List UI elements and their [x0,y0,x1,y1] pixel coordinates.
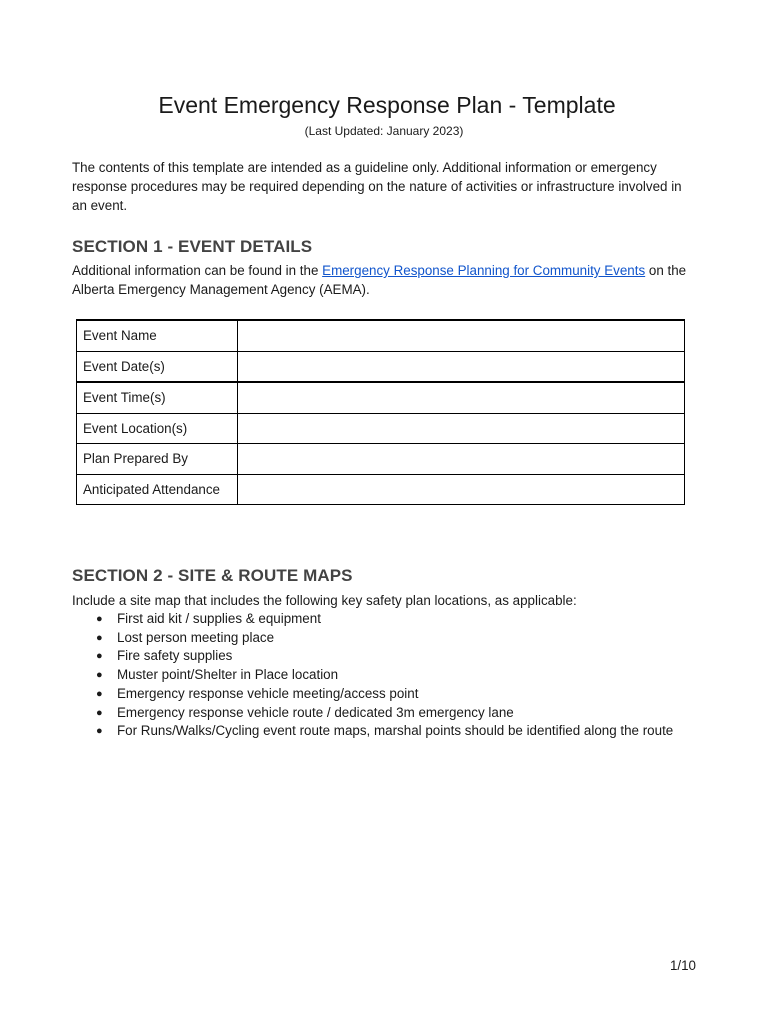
list-item [72,666,673,685]
bullet-icon: ● [96,725,103,738]
page-title: Event Emergency Response Plan - Template [158,92,616,118]
list-item-text: Muster point/Shelter in Place location [117,667,339,683]
event-locations-label: Event Location(s) [77,413,238,444]
event-dates-label: Event Date(s) [77,351,238,382]
table-row [77,382,685,413]
event-times-label: Event Time(s) [77,382,238,413]
event-name-label: Event Name [77,320,238,351]
bullet-icon: ● [96,613,103,625]
table-row [77,474,685,505]
list-item [72,722,673,741]
event-locations-field[interactable] [238,413,685,444]
bullet-icon: ● [96,706,103,719]
list-item [72,647,673,666]
page-number: 1/10 [669,958,696,973]
last-updated-subtitle: (Last Updated: January 2023) [304,124,464,138]
table-row [77,320,685,351]
intro-paragraph: The contents of this template are intended as a guideline only. Additional information or emergency response procedures may be required depending on the nature of activities or infrastructure involved in an event. [72,160,682,213]
list-item [72,685,673,704]
anticipated-attendance-label: Anticipated Attendance [77,474,238,505]
section-1-heading: SECTION 1 - EVENT DETAILS [72,237,313,256]
bullet-icon: ● [96,650,103,663]
bullet-icon: ● [96,631,103,644]
list-item-text: First aid kit / supplies & equipment [117,611,321,626]
event-times-field[interactable] [238,382,685,413]
event-dates-field[interactable] [238,351,685,382]
table-row [77,351,685,382]
list-item [72,704,673,723]
section-2-description: Include a site map that includes the following key safety plan locations, as applicable: [72,593,577,608]
bullet-icon: ● [96,687,103,700]
bullet-icon: ● [96,669,103,682]
list-item-text: Emergency response vehicle route / dedicated 3m emergency lane [117,704,514,720]
plan-prepared-by-label: Plan Prepared By [77,444,238,475]
event-details-table [76,319,685,505]
list-item [72,629,673,648]
event-name-field[interactable] [238,320,685,351]
section-1-description [72,262,702,300]
list-item-text: Lost person meeting place [117,629,275,645]
section-1-text-before-link: Additional information can be found in the [72,263,323,278]
section-1-text-after-link: on the Alberta Emergency Management Agency (AEMA). [72,263,687,297]
table-row [77,444,685,475]
table-row [77,413,685,444]
anticipated-attendance-field[interactable] [238,474,685,505]
section-2-heading: SECTION 2 - SITE & ROUTE MAPS [72,566,353,585]
list-item [72,610,673,629]
list-item-text: Emergency response vehicle meeting/access point [117,685,419,701]
site-map-checklist [72,610,673,741]
plan-prepared-by-field[interactable] [238,444,685,475]
list-item-text: Fire safety supplies [117,648,233,664]
aema-guide-link[interactable]: Emergency Response Planning for Community Events [322,263,646,278]
list-item-text: For Runs/Walks/Cycling event route maps, marshal points should be identified along the route [117,723,674,739]
